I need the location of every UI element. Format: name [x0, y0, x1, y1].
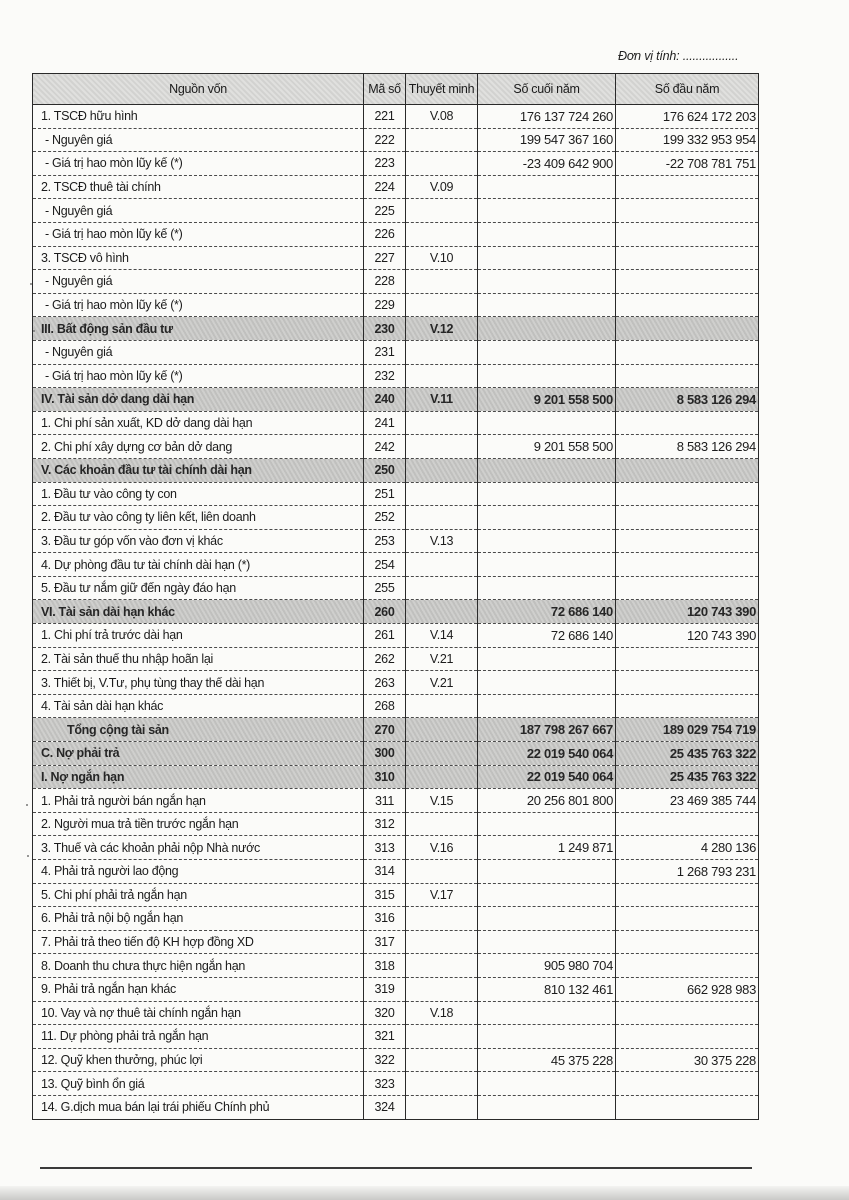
row-end-of-year-value: [478, 1095, 616, 1119]
table-row: [33, 977, 759, 1001]
row-name: 4. Tài sản dài hạn khác: [33, 694, 364, 718]
row-beginning-of-year-value: [616, 175, 759, 199]
row-end-of-year-value: [478, 553, 616, 577]
row-name: 1. Phải trả người bán ngắn hạn: [33, 789, 364, 813]
table-header: [33, 74, 759, 105]
row-code: 222: [364, 128, 406, 152]
row-end-of-year-value: [478, 529, 616, 553]
row-code: 225: [364, 199, 406, 223]
row-name: 7. Phải trả theo tiến độ KH hợp đồng XD: [33, 930, 364, 954]
row-beginning-of-year-value: [616, 340, 759, 364]
row-end-of-year-value: [478, 694, 616, 718]
row-name: I. Nợ ngắn hạn: [33, 765, 364, 789]
row-note: [406, 458, 478, 482]
row-note: [406, 600, 478, 624]
row-code: 254: [364, 553, 406, 577]
row-beginning-of-year-value: [616, 222, 759, 246]
table-row: [33, 836, 759, 860]
row-note: [406, 222, 478, 246]
balance-sheet-table: [32, 73, 759, 1120]
table-row: [33, 340, 759, 364]
row-note: [406, 506, 478, 530]
row-beginning-of-year-value: [616, 1025, 759, 1049]
row-beginning-of-year-value: [616, 270, 759, 294]
row-beginning-of-year-value: [616, 317, 759, 341]
row-beginning-of-year-value: [616, 529, 759, 553]
unit-label: Đơn vị tính: .................: [618, 49, 739, 63]
table-row: [33, 647, 759, 671]
row-beginning-of-year-value: [616, 883, 759, 907]
row-code: 252: [364, 506, 406, 530]
row-end-of-year-value: [478, 340, 616, 364]
row-note: [406, 435, 478, 459]
row-beginning-of-year-value: 8 583 126 294: [616, 435, 759, 459]
row-name: 2. Đầu tư vào công ty liên kết, liên doanh: [33, 506, 364, 530]
row-note: [406, 907, 478, 931]
row-note: V.16: [406, 836, 478, 860]
row-name: IV. Tài sản dở dang dài hạn: [33, 388, 364, 412]
row-code: 224: [364, 175, 406, 199]
row-name: 1. Chi phí sản xuất, KD dở dang dài hạn: [33, 411, 364, 435]
section-row: [33, 600, 759, 624]
row-end-of-year-value: [478, 458, 616, 482]
row-note: [406, 364, 478, 388]
row-name: 12. Quỹ khen thưởng, phúc lợi: [33, 1048, 364, 1072]
table-row: [33, 930, 759, 954]
row-code: 226: [364, 222, 406, 246]
row-beginning-of-year-value: [616, 364, 759, 388]
scan-edge: [0, 1186, 849, 1200]
scan-speck: [26, 804, 28, 806]
table-row: [33, 1048, 759, 1072]
row-note: [406, 340, 478, 364]
row-end-of-year-value: [478, 270, 616, 294]
row-code: 315: [364, 883, 406, 907]
row-code: 312: [364, 812, 406, 836]
row-note: [406, 812, 478, 836]
row-end-of-year-value: 176 137 724 260: [478, 105, 616, 129]
table-row: [33, 789, 759, 813]
row-code: 323: [364, 1072, 406, 1096]
table-body: [33, 105, 759, 1120]
row-name: 3. Đầu tư góp vốn vào đơn vị khác: [33, 529, 364, 553]
row-beginning-of-year-value: [616, 930, 759, 954]
row-beginning-of-year-value: 25 435 763 322: [616, 765, 759, 789]
row-beginning-of-year-value: [616, 812, 759, 836]
table-row: [33, 128, 759, 152]
row-end-of-year-value: [478, 317, 616, 341]
row-code: 310: [364, 765, 406, 789]
row-beginning-of-year-value: [616, 199, 759, 223]
row-name: 1. Chi phí trả trước dài hạn: [33, 624, 364, 648]
header-source-of-capital: Nguồn vốn: [33, 74, 364, 105]
row-beginning-of-year-value: 1 268 793 231: [616, 860, 759, 884]
scan-speck: [33, 330, 35, 332]
row-end-of-year-value: [478, 812, 616, 836]
row-code: 221: [364, 105, 406, 129]
row-note: V.15: [406, 789, 478, 813]
row-note: V.11: [406, 388, 478, 412]
row-end-of-year-value: 187 798 267 667: [478, 718, 616, 742]
row-beginning-of-year-value: [616, 482, 759, 506]
row-name: 11. Dự phòng phải trả ngắn hạn: [33, 1025, 364, 1049]
table-row: [33, 860, 759, 884]
row-beginning-of-year-value: [616, 553, 759, 577]
row-code: 270: [364, 718, 406, 742]
table-row: [33, 1025, 759, 1049]
row-name: Tổng cộng tài sản: [33, 718, 364, 742]
table-row: [33, 812, 759, 836]
row-note: [406, 152, 478, 176]
row-note: V.17: [406, 883, 478, 907]
row-note: [406, 977, 478, 1001]
row-end-of-year-value: [478, 1001, 616, 1025]
row-end-of-year-value: 72 686 140: [478, 600, 616, 624]
row-end-of-year-value: 1 249 871: [478, 836, 616, 860]
table-row: [33, 553, 759, 577]
row-note: [406, 765, 478, 789]
bottom-rule: [40, 1167, 752, 1169]
table-row: [33, 105, 759, 129]
row-name: 1. Đầu tư vào công ty con: [33, 482, 364, 506]
table-row: [33, 152, 759, 176]
table-row: [33, 199, 759, 223]
row-code: 313: [364, 836, 406, 860]
row-end-of-year-value: [478, 246, 616, 270]
section-row: [33, 388, 759, 412]
row-note: [406, 1025, 478, 1049]
row-beginning-of-year-value: 120 743 390: [616, 600, 759, 624]
row-note: [406, 930, 478, 954]
row-name: III. Bất động sản đầu tư: [33, 317, 364, 341]
row-name: 2. Người mua trả tiền trước ngắn hạn: [33, 812, 364, 836]
row-beginning-of-year-value: [616, 246, 759, 270]
row-note: V.18: [406, 1001, 478, 1025]
row-end-of-year-value: 22 019 540 064: [478, 742, 616, 766]
row-beginning-of-year-value: 120 743 390: [616, 624, 759, 648]
table-row: [33, 222, 759, 246]
row-end-of-year-value: [478, 222, 616, 246]
row-name: 3. Thiết bị, V.Tư, phụ tùng thay thế dài hạn: [33, 671, 364, 695]
row-end-of-year-value: [478, 930, 616, 954]
row-end-of-year-value: [478, 506, 616, 530]
row-name: 4. Dự phòng đầu tư tài chính dài hạn (*): [33, 553, 364, 577]
row-end-of-year-value: [478, 1025, 616, 1049]
row-end-of-year-value: 199 547 367 160: [478, 128, 616, 152]
row-beginning-of-year-value: [616, 458, 759, 482]
row-beginning-of-year-value: [616, 1095, 759, 1119]
row-code: 324: [364, 1095, 406, 1119]
row-code: 262: [364, 647, 406, 671]
row-code: 300: [364, 742, 406, 766]
row-end-of-year-value: [478, 576, 616, 600]
row-name: C. Nợ phải trả: [33, 742, 364, 766]
row-code: 263: [364, 671, 406, 695]
table-row: [33, 506, 759, 530]
row-beginning-of-year-value: 176 624 172 203: [616, 105, 759, 129]
table-row: [33, 435, 759, 459]
table-row: [33, 624, 759, 648]
row-note: [406, 293, 478, 317]
row-name: 2. TSCĐ thuê tài chính: [33, 175, 364, 199]
row-code: 319: [364, 977, 406, 1001]
table-row: [33, 529, 759, 553]
row-code: 228: [364, 270, 406, 294]
row-beginning-of-year-value: 189 029 754 719: [616, 718, 759, 742]
row-code: 261: [364, 624, 406, 648]
row-beginning-of-year-value: [616, 1001, 759, 1025]
row-note: V.21: [406, 647, 478, 671]
row-beginning-of-year-value: [616, 411, 759, 435]
row-code: 232: [364, 364, 406, 388]
row-code: 240: [364, 388, 406, 412]
header-beginning-of-year: Số đầu năm: [616, 74, 759, 105]
row-code: 260: [364, 600, 406, 624]
row-end-of-year-value: [478, 907, 616, 931]
table-row: [33, 1001, 759, 1025]
row-name: - Giá trị hao mòn lũy kế (*): [33, 152, 364, 176]
row-name: - Giá trị hao mòn lũy kế (*): [33, 364, 364, 388]
row-beginning-of-year-value: [616, 694, 759, 718]
table-row: [33, 694, 759, 718]
row-beginning-of-year-value: 8 583 126 294: [616, 388, 759, 412]
header-code: Mã số: [364, 74, 406, 105]
table-row: [33, 411, 759, 435]
row-beginning-of-year-value: [616, 647, 759, 671]
row-code: 321: [364, 1025, 406, 1049]
row-end-of-year-value: 20 256 801 800: [478, 789, 616, 813]
row-note: [406, 954, 478, 978]
table-row: [33, 482, 759, 506]
row-beginning-of-year-value: [616, 907, 759, 931]
row-beginning-of-year-value: [616, 954, 759, 978]
row-end-of-year-value: 9 201 558 500: [478, 388, 616, 412]
row-code: 253: [364, 529, 406, 553]
row-end-of-year-value: [478, 671, 616, 695]
row-beginning-of-year-value: 23 469 385 744: [616, 789, 759, 813]
table-row: [33, 270, 759, 294]
row-code: 250: [364, 458, 406, 482]
row-note: [406, 1072, 478, 1096]
row-note: [406, 694, 478, 718]
row-note: [406, 576, 478, 600]
row-end-of-year-value: [478, 482, 616, 506]
row-end-of-year-value: [478, 860, 616, 884]
row-name: - Nguyên giá: [33, 128, 364, 152]
row-code: 223: [364, 152, 406, 176]
table-row: [33, 907, 759, 931]
row-beginning-of-year-value: 4 280 136: [616, 836, 759, 860]
table-row: [33, 1095, 759, 1119]
row-end-of-year-value: 9 201 558 500: [478, 435, 616, 459]
row-name: 14. G.dịch mua bán lại trái phiếu Chính phủ: [33, 1095, 364, 1119]
total-row: [33, 718, 759, 742]
row-note: [406, 199, 478, 223]
table-row: [33, 883, 759, 907]
row-note: V.14: [406, 624, 478, 648]
table-row: [33, 246, 759, 270]
table-row: [33, 1072, 759, 1096]
row-name: 6. Phải trả nội bộ ngắn hạn: [33, 907, 364, 931]
row-note: V.21: [406, 671, 478, 695]
row-beginning-of-year-value: [616, 671, 759, 695]
row-code: 230: [364, 317, 406, 341]
row-name: V. Các khoản đầu tư tài chính dài hạn: [33, 458, 364, 482]
row-end-of-year-value: 72 686 140: [478, 624, 616, 648]
row-note: V.08: [406, 105, 478, 129]
row-note: V.10: [406, 246, 478, 270]
row-beginning-of-year-value: [616, 293, 759, 317]
row-beginning-of-year-value: [616, 1072, 759, 1096]
scan-speck: [27, 855, 29, 857]
row-code: 322: [364, 1048, 406, 1072]
row-note: [406, 128, 478, 152]
table-row: [33, 954, 759, 978]
row-end-of-year-value: 810 132 461: [478, 977, 616, 1001]
row-end-of-year-value: [478, 199, 616, 223]
row-name: 10. Vay và nợ thuê tài chính ngắn hạn: [33, 1001, 364, 1025]
row-note: [406, 411, 478, 435]
row-code: 255: [364, 576, 406, 600]
header-end-of-year: Số cuối năm: [478, 74, 616, 105]
row-beginning-of-year-value: -22 708 781 751: [616, 152, 759, 176]
row-name: 1. TSCĐ hữu hình: [33, 105, 364, 129]
row-end-of-year-value: [478, 883, 616, 907]
row-note: V.12: [406, 317, 478, 341]
table-row: [33, 671, 759, 695]
row-end-of-year-value: [478, 647, 616, 671]
section-row: [33, 742, 759, 766]
row-end-of-year-value: [478, 293, 616, 317]
row-name: 5. Đầu tư nắm giữ đến ngày đáo hạn: [33, 576, 364, 600]
row-note: [406, 270, 478, 294]
row-beginning-of-year-value: [616, 576, 759, 600]
row-note: [406, 1048, 478, 1072]
row-note: V.13: [406, 529, 478, 553]
table-row: [33, 175, 759, 199]
row-code: 316: [364, 907, 406, 931]
header-note: Thuyết minh: [406, 74, 478, 105]
row-name: 3. TSCĐ vô hình: [33, 246, 364, 270]
row-code: 318: [364, 954, 406, 978]
section-row: [33, 765, 759, 789]
row-code: 241: [364, 411, 406, 435]
row-note: [406, 718, 478, 742]
row-beginning-of-year-value: 30 375 228: [616, 1048, 759, 1072]
table-row: [33, 576, 759, 600]
header-row: [33, 74, 759, 105]
row-name: 2. Chi phí xây dựng cơ bản dở dang: [33, 435, 364, 459]
row-code: 317: [364, 930, 406, 954]
row-name: VI. Tài sản dài hạn khác: [33, 600, 364, 624]
row-end-of-year-value: [478, 175, 616, 199]
row-end-of-year-value: [478, 1072, 616, 1096]
row-name: 8. Doanh thu chưa thực hiện ngắn hạn: [33, 954, 364, 978]
row-name: 3. Thuế và các khoản phải nộp Nhà nước: [33, 836, 364, 860]
row-name: - Giá trị hao mòn lũy kế (*): [33, 222, 364, 246]
row-code: 229: [364, 293, 406, 317]
row-code: 227: [364, 246, 406, 270]
row-note: [406, 1095, 478, 1119]
row-code: 251: [364, 482, 406, 506]
row-name: - Nguyên giá: [33, 340, 364, 364]
row-code: 231: [364, 340, 406, 364]
row-beginning-of-year-value: 25 435 763 322: [616, 742, 759, 766]
row-name: - Giá trị hao mòn lũy kế (*): [33, 293, 364, 317]
row-name: 5. Chi phí phải trả ngắn hạn: [33, 883, 364, 907]
row-end-of-year-value: [478, 364, 616, 388]
row-name: - Nguyên giá: [33, 199, 364, 223]
scan-speck: [30, 283, 32, 285]
row-name: - Nguyên giá: [33, 270, 364, 294]
table-row: [33, 293, 759, 317]
row-end-of-year-value: -23 409 642 900: [478, 152, 616, 176]
section-row: [33, 317, 759, 341]
row-end-of-year-value: [478, 411, 616, 435]
section-row: [33, 458, 759, 482]
row-note: [406, 742, 478, 766]
row-end-of-year-value: 45 375 228: [478, 1048, 616, 1072]
table-row: [33, 364, 759, 388]
row-note: [406, 482, 478, 506]
row-code: 268: [364, 694, 406, 718]
row-beginning-of-year-value: 199 332 953 954: [616, 128, 759, 152]
row-name: 4. Phải trả người lao động: [33, 860, 364, 884]
row-beginning-of-year-value: [616, 506, 759, 530]
row-code: 320: [364, 1001, 406, 1025]
row-name: 9. Phải trả ngắn hạn khác: [33, 977, 364, 1001]
row-code: 311: [364, 789, 406, 813]
row-beginning-of-year-value: 662 928 983: [616, 977, 759, 1001]
row-note: V.09: [406, 175, 478, 199]
row-code: 242: [364, 435, 406, 459]
row-name: 13. Quỹ bình ổn giá: [33, 1072, 364, 1096]
row-end-of-year-value: 905 980 704: [478, 954, 616, 978]
row-end-of-year-value: 22 019 540 064: [478, 765, 616, 789]
row-note: [406, 553, 478, 577]
row-note: [406, 860, 478, 884]
row-name: 2. Tài sản thuế thu nhập hoãn lại: [33, 647, 364, 671]
row-code: 314: [364, 860, 406, 884]
